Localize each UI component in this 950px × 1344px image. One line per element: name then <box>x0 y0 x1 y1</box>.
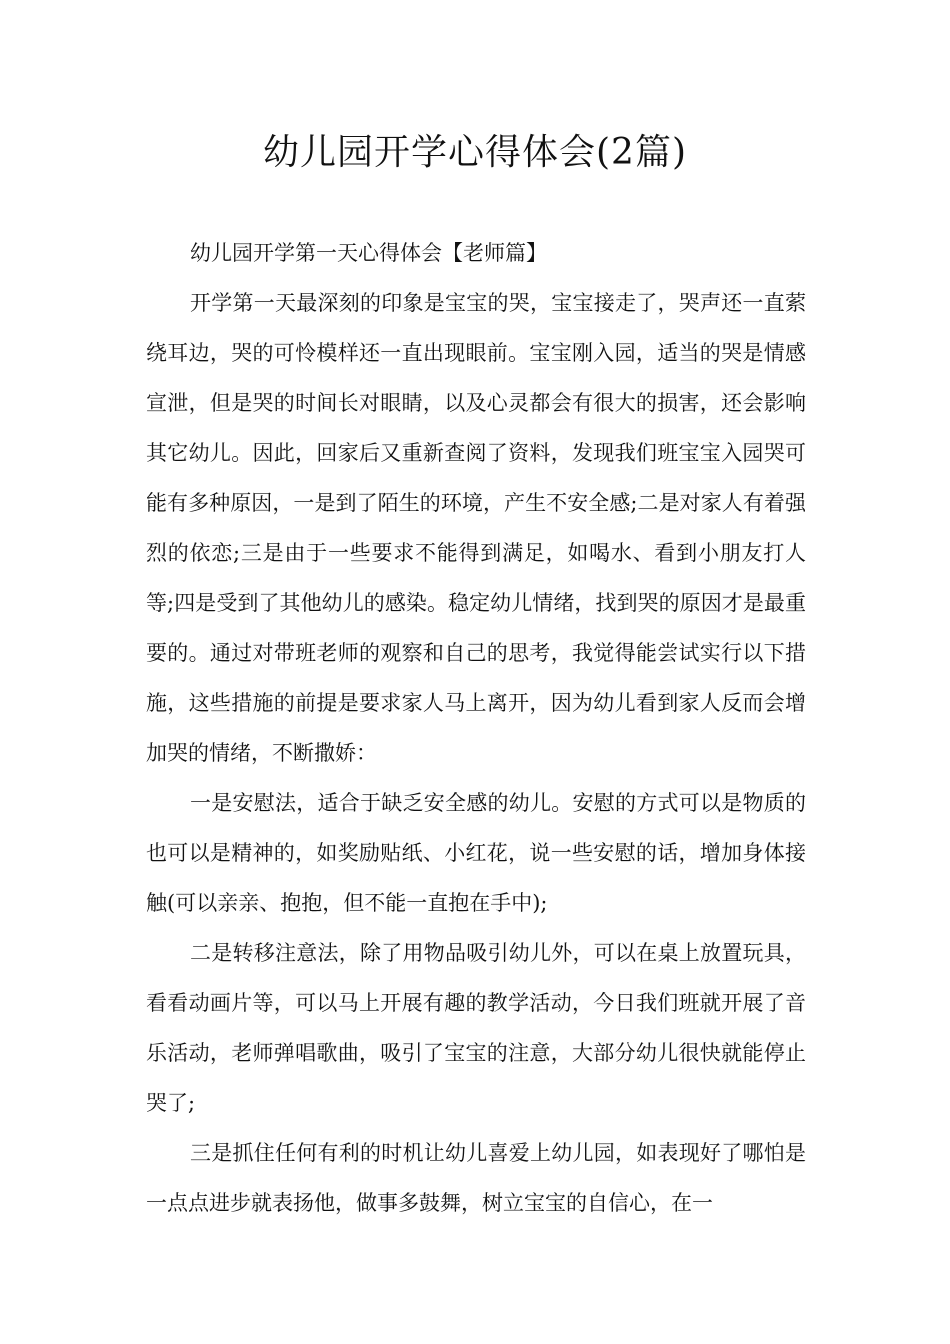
section-heading: 幼儿园开学第一天心得体会【老师篇】 <box>190 241 547 265</box>
paragraph-method-3: 三是抓住任何有利的时机让幼儿喜爱上幼儿园，如表现好了哪怕是一点点进步就表扬他，做事多鼓舞，树立宝宝的自信心，在一 <box>146 1141 806 1215</box>
paragraph-method-1: 一是安慰法，适合于缺乏安全感的幼儿。安慰的方式可以是物质的也可以是精神的，如奖励贴纸、小红花，说一些安慰的话，增加身体接触(可以亲亲、抱抱，但不能一直抱在手中); <box>146 791 806 915</box>
paragraph-method-2: 二是转移注意法，除了用物品吸引幼儿外，可以在桌上放置玩具，看看动画片等，可以马上开展有趣的教学活动，今日我们班就开展了音乐活动，老师弹唱歌曲，吸引了宝宝的注意，大部分幼儿很快就能停止哭了; <box>146 941 806 1115</box>
paragraph-intro: 开学第一天最深刻的印象是宝宝的哭，宝宝接走了，哭声还一直萦绕耳边，哭的可怜模样还一直出现眼前。宝宝刚入园，适当的哭是情感宣泄，但是哭的时间长对眼睛，以及心灵都会有很大的损害，还会影响其它幼儿。因此，回家后又重新查阅了资料，发现我们班宝宝入园哭可能有多种原因，一是到了陌生的环境，产生不安全感;二是对家人有着强烈的依恋;三是由于一些要求不能得到满足，如喝水、看到小朋友打人等;四是受到了其他幼儿的感染。稳定幼儿情绪，找到哭的原因才是最重要的。通过对带班老师的观察和自己的思考，我觉得能尝试实行以下措施，这些措施的前提是要求家人马上离开，因为幼儿看到家人反而会增加哭的情绪，不断撒娇： <box>146 291 806 765</box>
document-title: 幼儿园开学心得体会(2篇) <box>263 132 687 173</box>
document-body <box>146 228 806 1228</box>
